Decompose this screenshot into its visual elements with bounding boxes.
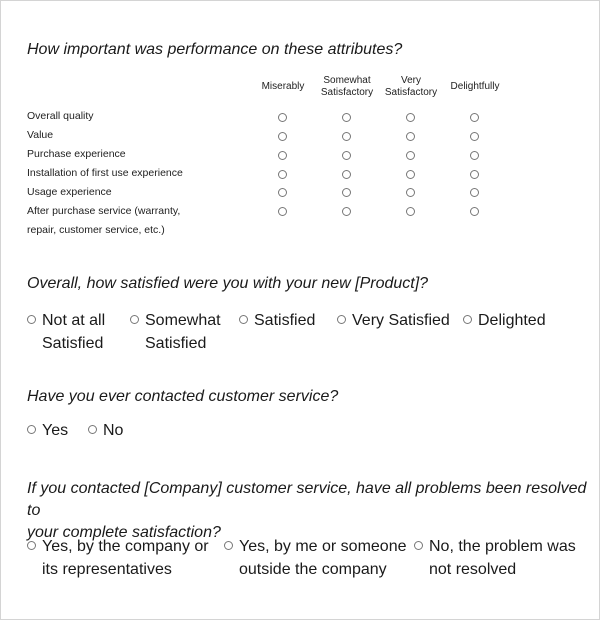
column-header-miserably: Miserably xyxy=(261,81,305,92)
radio-circle-icon[interactable] xyxy=(463,315,472,324)
row-label-after-purchase-service-cont: repair, customer service, etc.) xyxy=(27,224,165,236)
radio-circle-icon[interactable] xyxy=(224,541,233,550)
radio-circle-icon[interactable] xyxy=(239,315,248,324)
radio-usage-miserably[interactable] xyxy=(278,188,287,197)
radio-overall-quality-miserably[interactable] xyxy=(278,113,287,122)
radio-circle-icon[interactable] xyxy=(337,315,346,324)
radio-circle-icon[interactable] xyxy=(414,541,423,550)
question-3-title: Have you ever contacted customer service? xyxy=(27,388,339,405)
row-label-value: Value xyxy=(27,129,54,141)
survey-page: How important was performance on these attributes? Miserably Somewhat Satisfactory Very Satisfactory Delightfully Overall quality Value Purchase experience Installation of first use experience Usage experience After purchase service (warranty, repair, customer service, etc.) Overall, how satisfied were you with your new [Product]? Not at all Satisfied Somewhat Satisfied Satisfied Very Satisfied Delighted Have you ever contacted customer service? Yes No If you contacted [Company] customer service, have all problems been resolved to your complete satisfaction? Yes, by the company or its representatives Yes, by me or someone outside the company No, the problem was not resolved xyxy=(0,0,600,620)
column-header-delightfully: Delightfully xyxy=(450,81,500,92)
column-header-somewhat-satisfactory: Somewhat Satisfactory xyxy=(320,75,374,98)
radio-purchase-delightfully[interactable] xyxy=(470,151,479,160)
question-1-title: How important was performance on these attributes? xyxy=(27,41,403,58)
row-label-after-purchase-service: After purchase service (warranty, xyxy=(27,205,181,217)
radio-value-delightfully[interactable] xyxy=(470,132,479,141)
radio-circle-icon[interactable] xyxy=(27,315,36,324)
radio-purchase-somewhat[interactable] xyxy=(342,151,351,160)
radio-purchase-miserably[interactable] xyxy=(278,151,287,160)
radio-value-miserably[interactable] xyxy=(278,132,287,141)
radio-after-purchase-miserably[interactable] xyxy=(278,207,287,216)
radio-installation-very[interactable] xyxy=(406,170,415,179)
radio-circle-icon[interactable] xyxy=(27,425,36,434)
question-2-title: Overall, how satisfied were you with your new [Product]? xyxy=(27,275,429,292)
radio-circle-icon[interactable] xyxy=(27,541,36,550)
column-header-very-satisfactory: Very Satisfactory xyxy=(384,75,438,98)
radio-usage-very[interactable] xyxy=(406,188,415,197)
radio-overall-quality-delightfully[interactable] xyxy=(470,113,479,122)
radio-after-purchase-somewhat[interactable] xyxy=(342,207,351,216)
row-label-installation: Installation of first use experience xyxy=(27,167,183,179)
radio-circle-icon[interactable] xyxy=(130,315,139,324)
row-label-overall-quality: Overall quality xyxy=(27,110,94,122)
radio-circle-icon[interactable] xyxy=(88,425,97,434)
row-label-usage-experience: Usage experience xyxy=(27,186,112,198)
radio-value-very[interactable] xyxy=(406,132,415,141)
radio-overall-quality-very[interactable] xyxy=(406,113,415,122)
radio-value-somewhat[interactable] xyxy=(342,132,351,141)
question-4-title: If you contacted [Company] customer service, have all problems been resolved to your complete satisfaction? xyxy=(27,480,587,541)
radio-usage-delightfully[interactable] xyxy=(470,188,479,197)
row-label-purchase-experience: Purchase experience xyxy=(27,148,126,160)
radio-after-purchase-delightfully[interactable] xyxy=(470,207,479,216)
radio-purchase-very[interactable] xyxy=(406,151,415,160)
radio-installation-somewhat[interactable] xyxy=(342,170,351,179)
radio-overall-quality-somewhat[interactable] xyxy=(342,113,351,122)
radio-after-purchase-very[interactable] xyxy=(406,207,415,216)
radio-installation-delightfully[interactable] xyxy=(470,170,479,179)
radio-installation-miserably[interactable] xyxy=(278,170,287,179)
radio-usage-somewhat[interactable] xyxy=(342,188,351,197)
